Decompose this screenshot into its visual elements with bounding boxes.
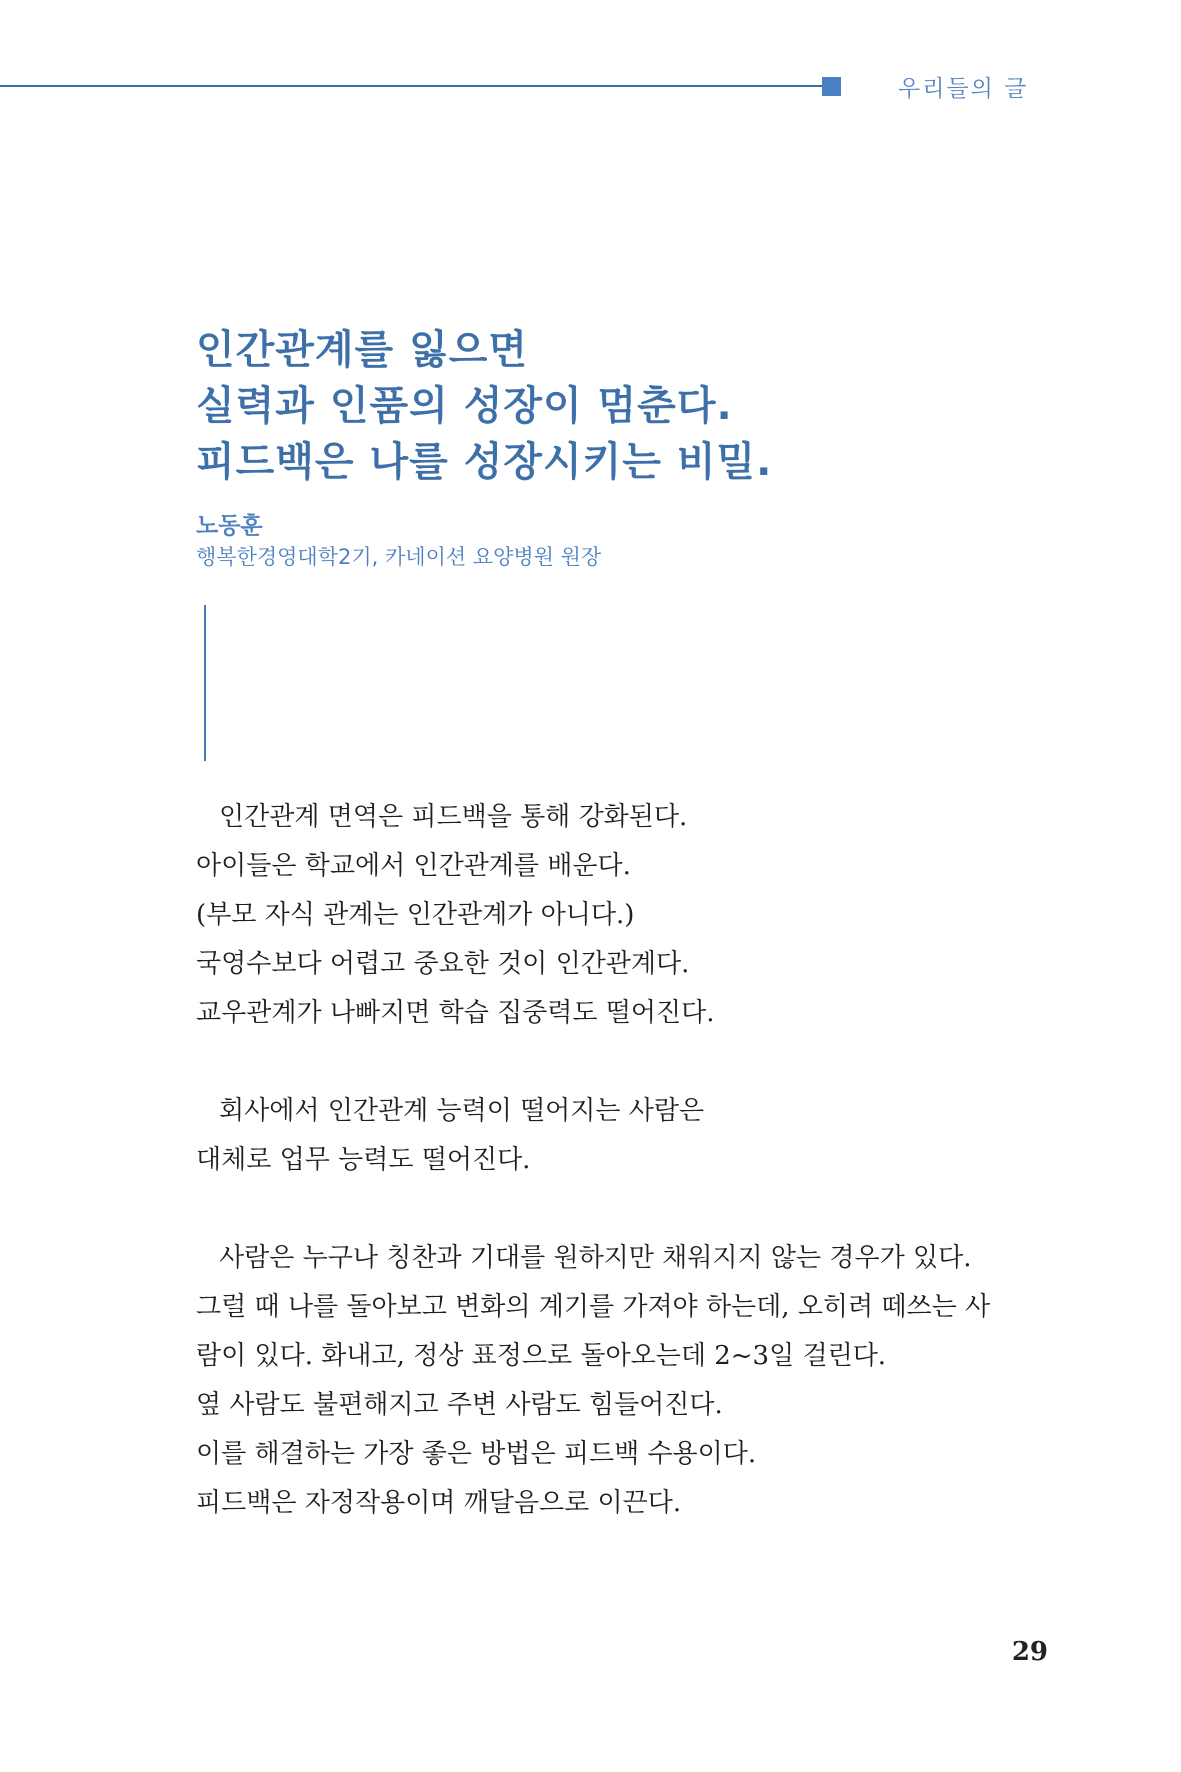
paragraph xyxy=(196,793,1056,1038)
text-line: 인간관계 면역은 피드백을 통해 강화된다. xyxy=(219,802,688,832)
text-line: 그럴 때 나를 돌아보고 변화의 계기를 가져야 하는데, 오히려 떼쓰는 사 xyxy=(196,1292,991,1322)
title-line: 인간관계를 잃으면 xyxy=(196,327,529,373)
text-line: 회사에서 인간관계 능력이 떨어지는 사람은 xyxy=(219,1096,705,1126)
title-line: 피드백은 나를 성장시키는 비밀. xyxy=(196,439,773,485)
text-line: 교우관계가 나빠지면 학습 집중력도 떨어진다. xyxy=(196,998,715,1028)
text-line: 이를 해결하는 가장 좋은 방법은 피드백 수용이다. xyxy=(196,1439,757,1469)
text-line: 국영수보다 어렵고 중요한 것이 인간관계다. xyxy=(196,949,690,979)
text-line: 피드백은 자정작용이며 깨달음으로 이끈다. xyxy=(196,1488,682,1518)
text-line: 대체로 업무 능력도 떨어진다. xyxy=(196,1145,531,1175)
paragraph xyxy=(196,1234,1056,1528)
section-label: 우리들의 글 xyxy=(898,76,1029,102)
text-line: 옆 사람도 불편해지고 주변 사람도 힘들어진다. xyxy=(196,1390,723,1420)
article-body xyxy=(196,793,1056,1528)
article-title xyxy=(196,322,1096,490)
header-rule xyxy=(0,85,822,87)
author-affiliation: 행복한경영대학2기, 카네이션 요양병원 원장 xyxy=(196,545,602,569)
text-line: 아이들은 학교에서 인간관계를 배운다. xyxy=(196,851,631,881)
header-square-marker xyxy=(822,77,841,96)
text-line: 람이 있다. 화내고, 정상 표정으로 돌아오는데 2~3일 걸린다. xyxy=(196,1341,887,1371)
page-number: 29 xyxy=(1011,1637,1048,1667)
title-line: 실력과 인품의 성장이 멈춘다. xyxy=(196,383,733,429)
text-line: 사람은 누구나 칭찬과 기대를 원하지만 채워지지 않는 경우가 있다. xyxy=(219,1243,972,1273)
paragraph xyxy=(196,1087,1056,1185)
decorative-vertical-rule xyxy=(204,605,206,761)
text-line: (부모 자식 관계는 인간관계가 아니다.) xyxy=(196,900,635,930)
author-name: 노동훈 xyxy=(196,513,263,539)
